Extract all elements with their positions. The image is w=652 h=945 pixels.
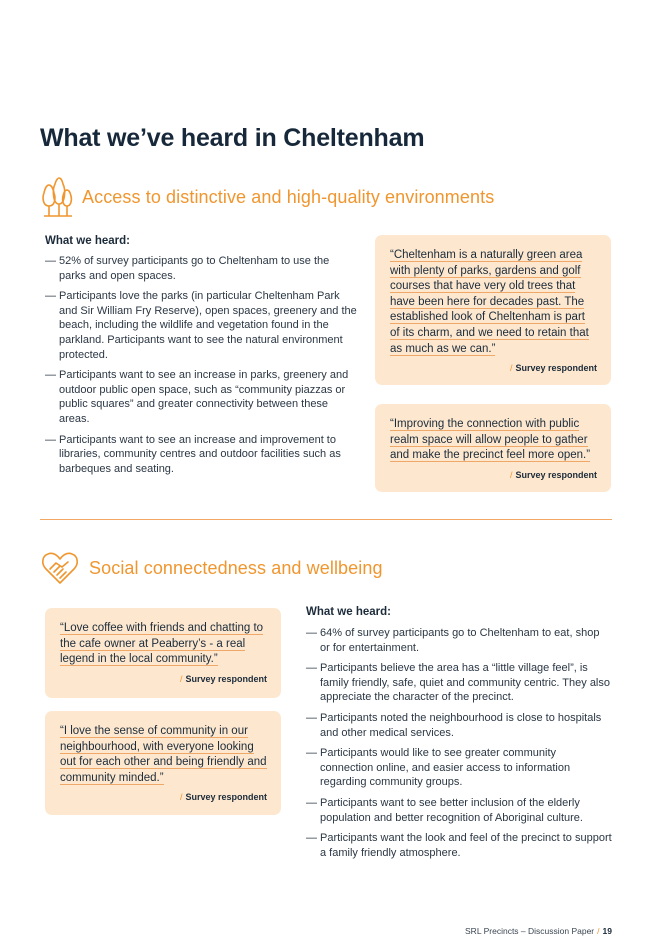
slash-mark: / <box>509 363 513 374</box>
quote-text: “Cheltenham is a naturally green area with plenty of parks, gardens and golf courses that have very old trees that have been here for decades past. The established look of Cheltenham is part of its charm, and we need to retain that as much as we can.” <box>390 249 589 355</box>
list-item: — Participants noted the neighbourhood is close to hospitals and other medical services. <box>306 711 612 740</box>
quote-source: / Survey respondent <box>509 363 597 374</box>
quote-source: / Survey respondent <box>179 673 267 684</box>
trees-icon <box>40 176 74 218</box>
section-title-environments: Access to distinctive and high-quality environments <box>82 186 495 207</box>
quote-source: / Survey respondent <box>509 469 597 480</box>
slash-mark: / <box>179 673 183 684</box>
quote-card <box>375 235 611 385</box>
handshake-heart-icon <box>40 550 80 586</box>
list-item: — Participants believe the area has a “little village feel”, is family friendly, safe, quiet and community centric. They also appreciate the character of the precinct. <box>306 661 612 705</box>
section-divider <box>40 519 612 520</box>
quote-text: “Improving the connection with public realm space will allow people to gather and make the precinct feel more open.” <box>390 418 591 462</box>
page-number: 19 <box>602 926 612 936</box>
list-item: — Participants want to see an increase in parks, greenery and outdoor public open space, such as “community piazzas or public squares” and greater connectivity between these areas. <box>45 368 357 426</box>
what-we-heard-label: What we heard: <box>306 606 391 618</box>
quote-card <box>375 404 611 492</box>
bullet-list-environments <box>45 254 357 482</box>
list-item: — 64% of survey participants go to Cheltenham to eat, shop or for entertainment. <box>306 626 612 655</box>
section-header-social <box>40 550 383 586</box>
slash-mark: / <box>509 469 513 480</box>
bullet-list-social <box>306 626 612 866</box>
list-item: — Participants love the parks (in particular Cheltenham Park and Sir William Fry Reserve), open spaces, greenery and the beach, including the wildlife and vegetation found in the parkland. Participants want to see the natural environment protected. <box>45 289 357 362</box>
page-title: What we’ve heard in Cheltenham <box>40 124 425 152</box>
footer-slash: / <box>597 926 600 936</box>
footer-doc-title: SRL Precincts – Discussion Paper <box>465 926 595 936</box>
section-title-social: Social connectedness and wellbeing <box>89 557 383 578</box>
list-item: — Participants want to see better inclusion of the elderly population and better recognition of Aboriginal culture. <box>306 796 612 825</box>
list-item: — Participants want the look and feel of the precinct to support a family friendly atmosphere. <box>306 831 612 860</box>
quote-text: “Love coffee with friends and chatting to the cafe owner at Peaberry’s - a real legend in the local community.” <box>60 622 264 666</box>
list-item: — 52% of survey participants go to Cheltenham to use the parks and open spaces. <box>45 254 357 283</box>
what-we-heard-label: What we heard: <box>45 235 130 247</box>
section-header-environments <box>40 176 494 218</box>
quote-source: / Survey respondent <box>179 792 267 803</box>
list-item: — Participants would like to see greater community connection online, and easier access to information regarding community groups. <box>306 746 612 790</box>
quote-card <box>45 711 281 815</box>
quote-text: “I love the sense of community in our neighbourhood, with everyone looking out for each other and being friendly and community minded.” <box>60 725 267 784</box>
slash-mark: / <box>179 792 183 803</box>
list-item: — Participants want to see an increase and improvement to libraries, community centres and outdoor facilities such as barbeques and seating. <box>45 433 357 477</box>
page-footer <box>465 926 612 936</box>
quote-card <box>45 608 281 698</box>
